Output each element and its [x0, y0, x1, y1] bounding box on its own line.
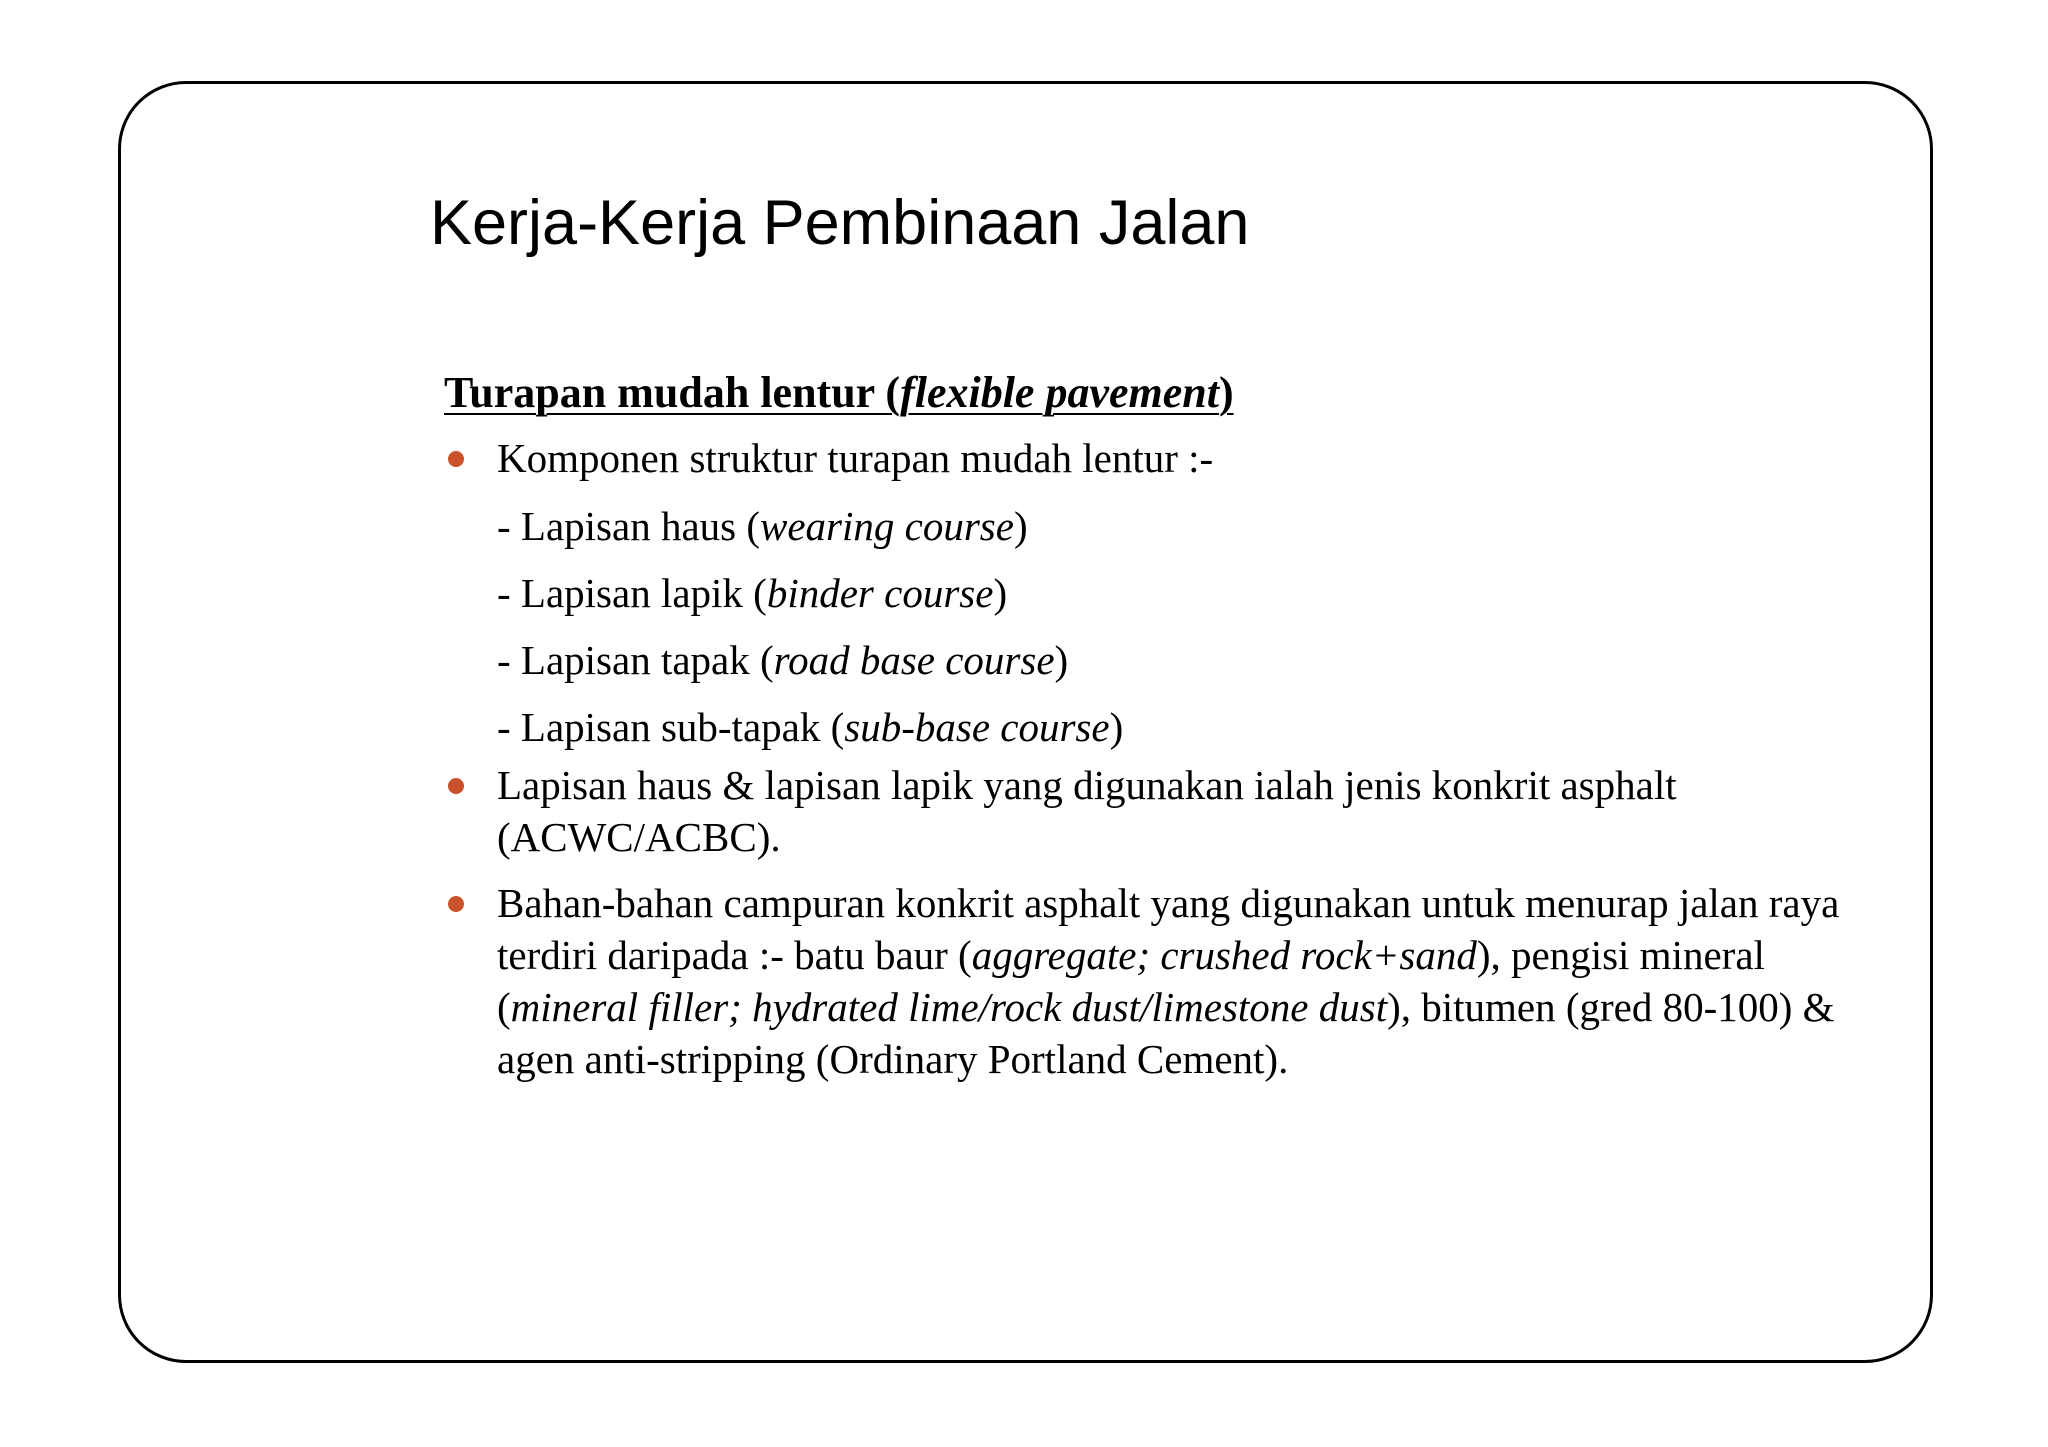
materials-text-part1: Bahan-bahan campuran konkrit asphalt yang digunakan untuk menurap jalan raya terdiri daripada :- batu baur ( [497, 880, 1840, 978]
sub-item-suffix: ) [1054, 637, 1069, 683]
sub-item-prefix: - Lapisan tapak ( [497, 637, 774, 683]
sub-item-italic: wearing course [760, 503, 1014, 549]
sub-item-suffix: ) [993, 570, 1008, 616]
bullet-text [497, 877, 1884, 1085]
bullet-dot-icon [448, 778, 464, 794]
bullet-dot-icon [448, 896, 464, 912]
sub-item-italic: binder course [766, 570, 994, 616]
bullet-dot-icon [448, 451, 464, 467]
sub-item-suffix: ) [1109, 704, 1124, 750]
materials-text-italic2: mineral filler; hydrated lime/rock dust/limestone dust [510, 984, 1388, 1030]
materials-text-part3: ), bitumen (gred 80-100) & agen anti-stripping (Ordinary Portland Cement). [497, 984, 1835, 1082]
bullet-item-components [444, 432, 1884, 753]
sub-item-sub-base-course [497, 701, 1884, 753]
section-heading-suffix: ) [1218, 368, 1234, 417]
sub-item-list [497, 500, 1884, 753]
materials-text-italic1: aggregate; crushed rock+sand [971, 932, 1477, 978]
sub-item-italic: road base course [773, 637, 1055, 683]
bullet-item-asphalt-type [444, 759, 1884, 863]
section-heading-prefix: Turapan mudah lentur ( [444, 368, 901, 417]
sub-item-binder-course [497, 567, 1884, 619]
section-heading [444, 366, 1884, 420]
sub-item-suffix: ) [1013, 503, 1028, 549]
sub-item-prefix: - Lapisan lapik ( [497, 570, 767, 616]
sub-item-road-base-course [497, 634, 1884, 686]
bullet-list [444, 432, 1884, 1085]
bullet-text: Komponen struktur turapan mudah lentur :- [497, 435, 1214, 481]
slide-title: Kerja-Kerja Pembinaan Jalan [430, 188, 1250, 258]
sub-item-italic: sub-base course [844, 704, 1110, 750]
bullet-text: Lapisan haus & lapisan lapik yang digunakan ialah jenis konkrit asphalt (ACWC/ACBC). [497, 762, 1677, 860]
section-heading-italic: flexible pavement [900, 368, 1219, 417]
bullet-item-materials [444, 877, 1884, 1085]
sub-item-wearing-course [497, 500, 1884, 552]
sub-item-prefix: - Lapisan sub-tapak ( [497, 704, 845, 750]
slide-content [444, 366, 1884, 1085]
sub-item-prefix: - Lapisan haus ( [497, 503, 760, 549]
materials-text-part2: ), pengisi mineral ( [497, 932, 1765, 1030]
